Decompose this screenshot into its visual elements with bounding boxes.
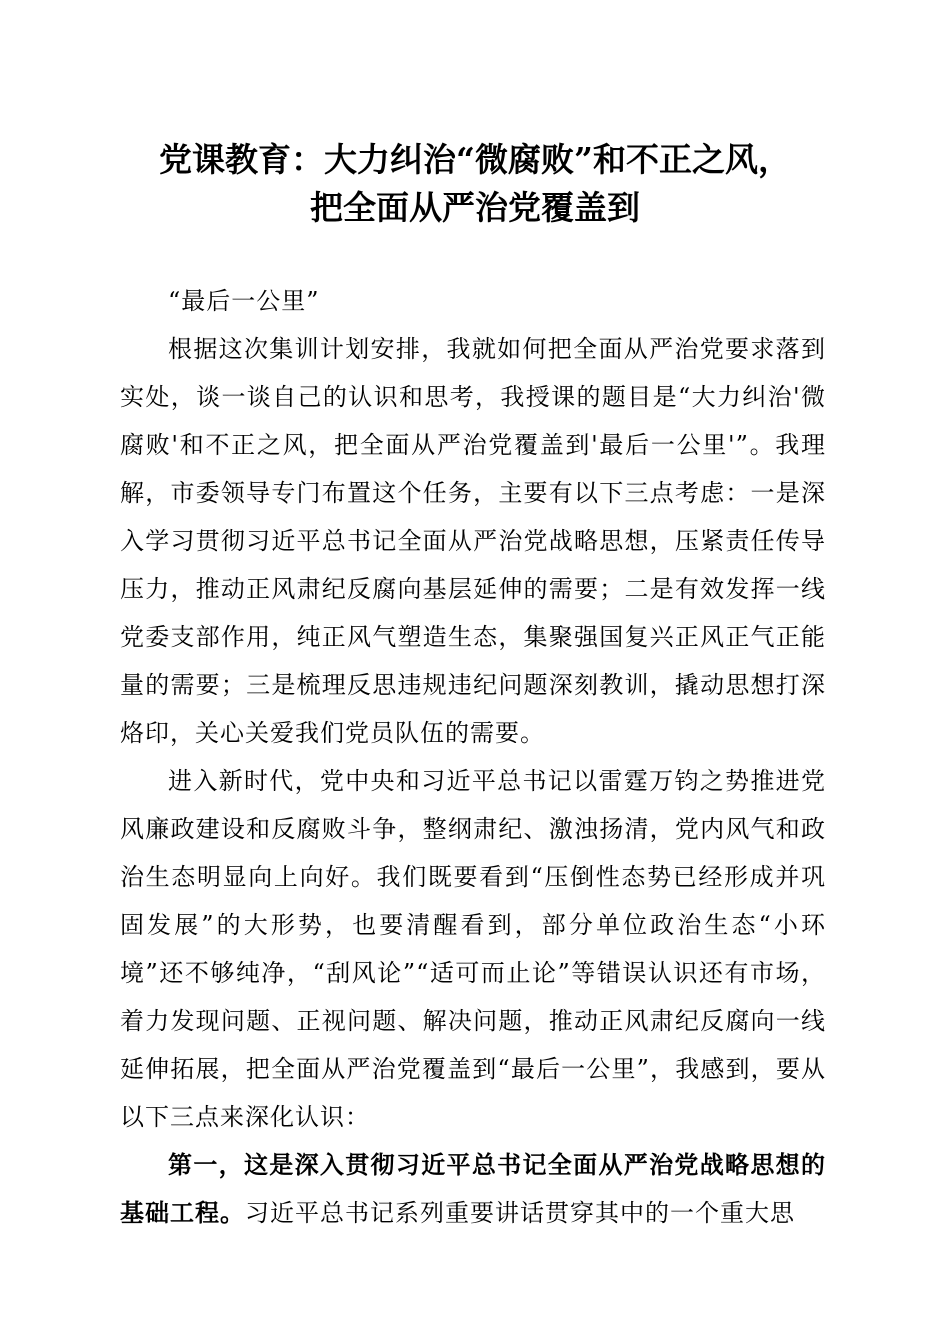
paragraph-first-point xyxy=(120,1141,826,1237)
paragraph-subtitle: “最后一公里” xyxy=(168,287,320,315)
paragraph-lead-sentence: 第一，这是深入贯彻习近平总书记全面从严治党战略思想的基础工程。 xyxy=(120,1150,826,1227)
paragraph: 进入新时代，党中央和习近平总书记以雷霆万钧之势推进党风廉政建设和反腐败斗争，整纲肃纪、激浊扬清，党内风气和政治生态明显向上向好。我们既要看到“压倒性态势已经形成并巩固发展”的大形势，也要清醒看到，部分单位政治生态“小环境”还不够纯净，“刮风论”“适可而止论”等错误认识还有市场，着力发现问题、正视问题、解决问题，推动正风肃纪反腐向一线延伸拓展，把全面从严治党覆盖到“最后一公里”，我感到，要从以下三点来深化认识： xyxy=(120,767,826,1131)
document-title-line-2: 把全面从严治党覆盖到 xyxy=(310,188,640,227)
paragraph: 根据这次集训计划安排，我就如何把全面从严治党要求落到实处，谈一谈自己的认识和思考，我授课的题目是“大力纠治'微腐败'和不正之风，把全面从严治党覆盖到'最后一公里'”。我理解，市委领导专门布置这个任务，主要有以下三点考虑：一是深入学习贯彻习近平总书记全面从严治党战略思想，压紧责任传导压力，推动正风肃纪反腐向基层延伸的需要；二是有效发挥一线党委支部作用，纯正风气塑造生态，集聚强国复兴正风正气正能量的需要；三是梳理反思违规违纪问题深刻教训，撬动思想打深烙印，关心关爱我们党员队伍的需要。 xyxy=(120,335,826,747)
document-title-line-1: 党课教育：大力纠治“微腐败”和不正之风， xyxy=(159,140,791,179)
document-body xyxy=(120,277,826,1237)
paragraph-rest: 习近平总书记系列重要讲话贯穿其中的一个重大思 xyxy=(245,1199,795,1227)
